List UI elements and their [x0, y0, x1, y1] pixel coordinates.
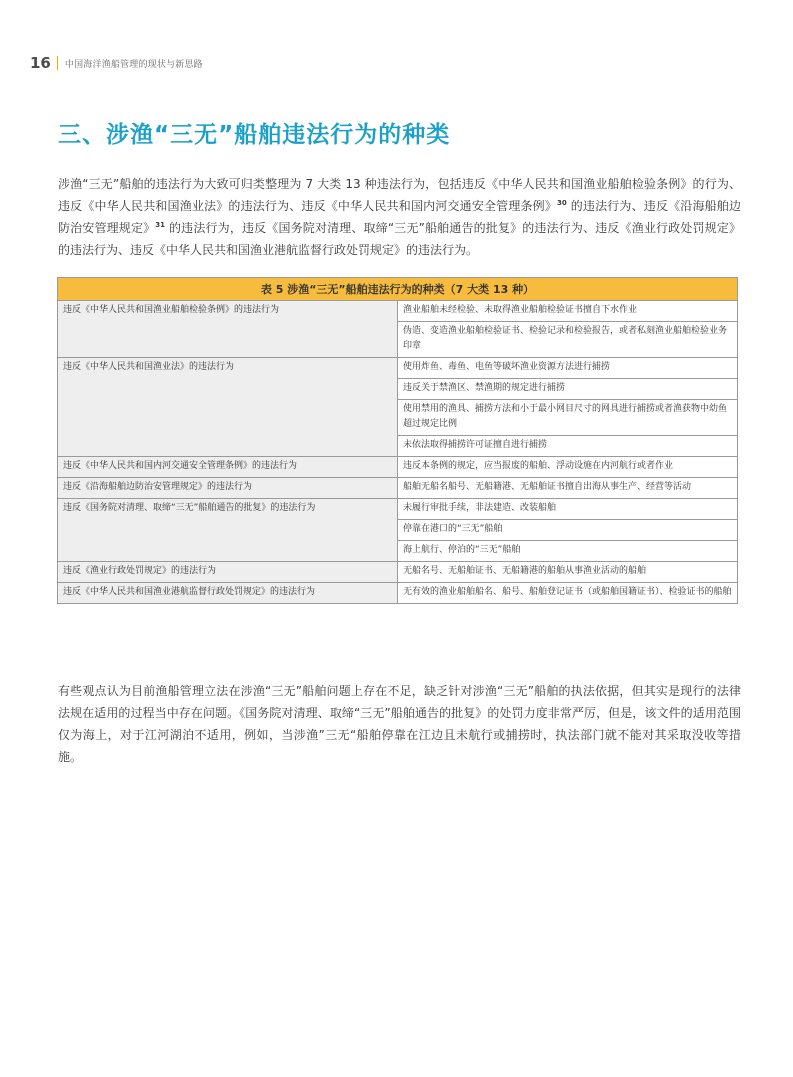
table-row [58, 499, 738, 520]
table-row [58, 478, 738, 499]
table-body [58, 301, 738, 604]
behavior-cell: 船舶无船名船号、无船籍港、无船舶证书擅自出海从事生产、经营等活动 [398, 478, 738, 499]
behavior-cell: 使用炸鱼、毒鱼、电鱼等破坏渔业资源方法进行捕捞 [398, 358, 738, 379]
intro-paragraph [58, 173, 741, 261]
behavior-cell: 使用禁用的渔具、捕捞方法和小于最小网目尺寸的网具进行捕捞或者渔获物中幼鱼超过规定比例 [398, 400, 738, 436]
behavior-cell: 无船名号、无船舶证书、无船籍港的船舶从事渔业活动的船舶 [398, 562, 738, 583]
table-row [58, 457, 738, 478]
category-cell: 违反《中华人民共和国渔业港航监督行政处罚规定》的违法行为 [58, 583, 398, 604]
behavior-cell: 无有效的渔业船舶船名、船号、船舶登记证书（或船舶国籍证书）、检验证书的船舶 [398, 583, 738, 604]
closing-paragraph: 有些观点认为目前渔船管理立法在涉渔“三无”船舶问题上存在不足，缺乏针对涉渔“三无”船舶的执法依据，但其实是现行的法律法规在适用的过程当中存在问题。《国务院对清理、取缔“三无”船舶通告的批复》的处罚力度非常严厉，但是，该文件的适用范围仅为海上，对于江河湖泊不适用，例如，当涉渔”三无“船舶停靠在江边且未航行或捕捞时，执法部门就不能对其采取没收等措施。 [58, 684, 741, 764]
report-title: 中国海洋渔船管理的现状与新思路 [64, 59, 203, 70]
page-number: 16 [30, 54, 51, 72]
table-row [58, 583, 738, 604]
intro-text-2: 的违法行为、违反《沿海船舶边防治安管理规定》 [58, 199, 741, 235]
violation-types-table [57, 277, 738, 604]
behavior-cell: 未履行审批手续，非法建造、改装船舶 [398, 499, 738, 520]
category-cell: 违反《沿海船舶边防治安管理规定》的违法行为 [58, 478, 398, 499]
category-cell: 违反《中华人民共和国渔业法》的违法行为 [58, 358, 398, 457]
behavior-cell: 违反关于禁渔区、禁渔期的规定进行捕捞 [398, 379, 738, 400]
running-header [30, 54, 203, 72]
category-cell: 违反《中华人民共和国渔业船舶检验条例》的违法行为 [58, 301, 398, 358]
table-row [58, 562, 738, 583]
category-cell: 违反《中华人民共和国内河交通安全管理条例》的违法行为 [58, 457, 398, 478]
category-cell: 违反《渔业行政处罚规定》的违法行为 [58, 562, 398, 583]
table-caption: 表 5 涉渔“三无”船舶违法行为的种类（7 大类 13 种） [58, 278, 738, 301]
behavior-cell: 未依法取得捕捞许可证擅自进行捕捞 [398, 436, 738, 457]
violation-table-container [57, 277, 738, 604]
intro-text-3: 的违法行为，违反《国务院对清理、取缔“三无”船舶通告的批复》的违法行为、违反《渔业行政处罚规定》的违法行为、违反《中华人民共和国渔业港航监督行政处罚规定》的违法行为。 [58, 221, 741, 257]
section-title: 三、涉渔“三无”船舶违法行为的种类 [58, 122, 451, 148]
table-row [58, 301, 738, 322]
category-cell: 违反《国务院对清理、取缔“三无”船舶通告的批复》的违法行为 [58, 499, 398, 562]
behavior-cell: 渔业船舶未经检验、未取得渔业船舶检验证书擅自下水作业 [398, 301, 738, 322]
footnote-ref-31: 31 [155, 221, 166, 229]
behavior-cell: 海上航行、停泊的“三无”船舶 [398, 541, 738, 562]
header-divider [57, 56, 58, 70]
table-row [58, 358, 738, 379]
intro-text-1: 涉渔“三无”船舶的违法行为大致可归类整理为 7 大类 13 种违法行为，包括违反《中华人民共和国渔业船舶检验条例》的行为、违反《中华人民共和国渔业法》的违法行为、违反《中华人民共和国内河交通安全管理条例》 [58, 177, 741, 213]
behavior-cell: 停靠在港口的“三无”船舶 [398, 520, 738, 541]
behavior-cell: 伪造、变造渔业船舶检验证书、检验记录和检验报告，或者私刻渔业船舶检验业务印章 [398, 322, 738, 358]
footnote-ref-30: 30 [557, 199, 567, 207]
behavior-cell: 违反本条例的规定，应当报废的船舶、浮动设施在内河航行或者作业 [398, 457, 738, 478]
table-caption-row [58, 278, 738, 301]
